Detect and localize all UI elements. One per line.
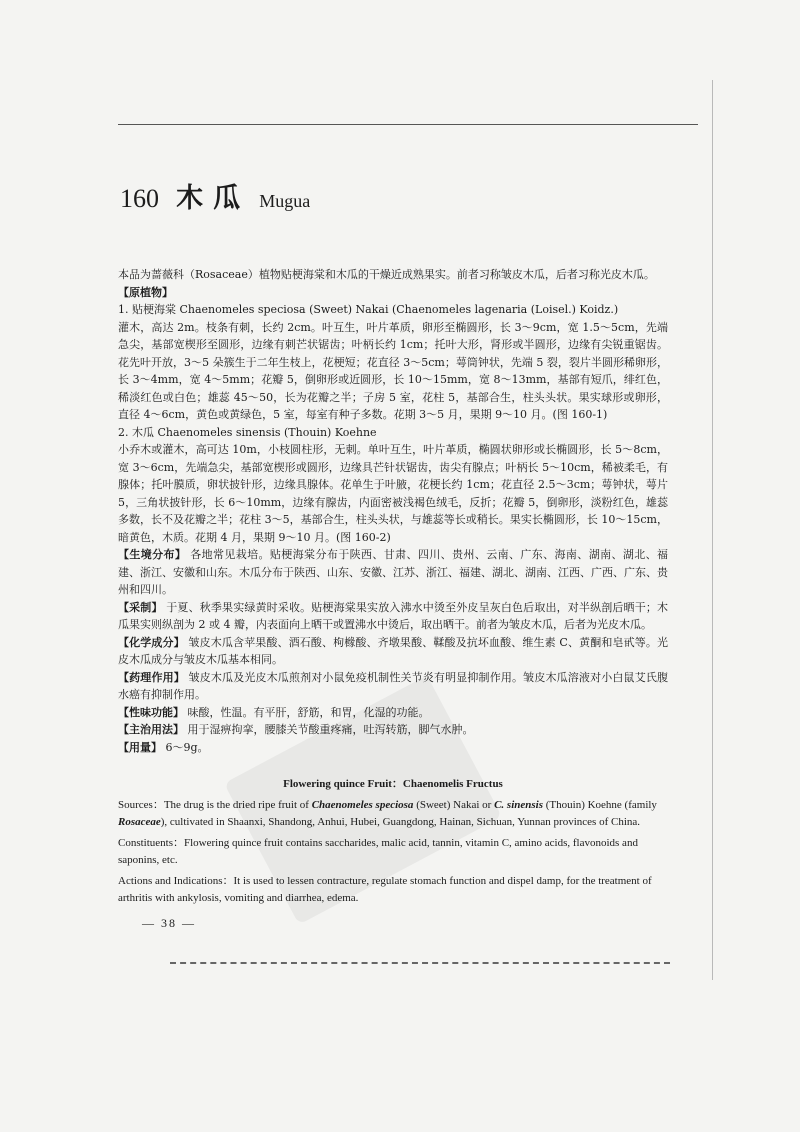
- entry-title-chinese: 木瓜: [176, 183, 251, 214]
- distribution-text: 各地常见栽培。贴梗海棠分布于陕西、甘肃、四川、贵州、云南、广东、海南、湖南、湖北、福建、浙江、安徽和山东。木瓜分布于陕西、山东、安徽、江苏、浙江、福建、湖北、湖南、江西、广西、广东、贵州和四川。: [118, 548, 669, 596]
- collection-heading: 【采制】: [118, 600, 163, 614]
- footer-rule: [170, 962, 670, 964]
- nature-text: 味酸，性温。有平肝，舒筋，和胃，化湿的功能。: [187, 705, 430, 719]
- intro-paragraph: 本品为蔷薇科（Rosaceae）植物贴梗海棠和木瓜的干燥近成熟果实。前者习称皱皮木瓜，后者习称光皮木瓜。: [118, 268, 655, 281]
- english-actions: Actions and Indications：It is used to lessen contracture, regulate stomach function and dispel damp, for the treatment of arthritis with ankylosis, vomiting and diarrhea, edema.: [118, 875, 652, 904]
- page-title: [120, 176, 310, 215]
- page-number: — 38 —: [142, 916, 196, 930]
- usage-text: 用于湿痹拘挛，腰膝关节酸重疼痛，吐泻转筋，脚气水肿。: [187, 723, 474, 736]
- family-name: Rosaceae: [118, 816, 161, 828]
- plant-heading: 【原植物】: [118, 285, 173, 299]
- page-edge-line: [712, 80, 713, 980]
- plant1-name: 1. 贴梗海棠 Chaenomeles speciosa (Sweet) Nakai (Chaenomeles lagenaria (Loisel.) Koidz.): [118, 303, 619, 316]
- species-name-1: Chaenomeles speciosa: [311, 799, 414, 811]
- plant2-description: 小乔木或灌木，高可达 10m，小枝圆柱形，无刺。单叶互生，叶片革质，椭圆状卵形或长椭圆形，长 5～8cm，宽 3～6cm，先端急尖，基部宽楔形或圆形，边缘具芒针状锯齿，齿尖有腺点；叶柄长 5～10cm，稀被柔毛，有腺体；托叶膜质，卵状披针形，边缘具腺体。花单生于叶腋，花梗长约 1cm；花直径 2.5～3cm；萼钟状，萼片 5，三角状披针形，长 6～10mm，边缘有腺齿，内面密被浅褐色绒毛，反折；花瓣 5，倒卵形，淡粉红色，雄蕊多数，长不及花瓣之半；花柱 3～5，基部合生，柱头头状，与雄蕊等长或稍长。果实长椭圆形，长 10～15cm，暗黄色，木质。花期 4 月，果期 9～10 月。(图 160-2): [118, 443, 668, 544]
- english-constituents: Constituents：Flowering quince fruit contains saccharides, malic acid, tannin, vitamin C, amino acids, flavonoids and saponins, etc.: [118, 837, 638, 866]
- usage-heading: 【主治用法】: [118, 723, 184, 736]
- collection-text: 于夏、秋季果实绿黄时采收。贴梗海棠果实放入沸水中烫至外皮呈灰白色后取出，对半纵剖后晒干；木瓜果实则纵剖为 2 或 4 瓣，内表面向上晒干或置沸水中烫后，取出晒干。前者为皱皮木瓜，后者为光皮木瓜。: [118, 600, 669, 631]
- english-title: Flowering quince Fruit：Chaenomelis Fructus: [283, 778, 503, 790]
- nature-heading: 【性味功能】: [118, 705, 184, 719]
- dosage-text: 6～9g。: [165, 740, 209, 754]
- pharmacology-text: 皱皮木瓜及光皮木瓜煎剂对小鼠免疫机制性关节炎有明显抑制作用。皱皮木瓜溶液对小白鼠艾氏腹水癌有抑制作用。: [118, 670, 669, 701]
- distribution-heading: 【生境分布】: [118, 548, 187, 561]
- plant2-name: 2. 木瓜 Chaenomeles sinensis (Thouin) Koehne: [118, 425, 377, 439]
- plant1-description: 灌木，高达 2m。枝条有刺，长约 2cm。叶互生，叶片革质，卵形至椭圆形，长 3～9cm，宽 1.5～5cm，先端急尖，基部宽楔形至圆形，边缘有刺芒状锯齿；叶柄长约 1cm；托叶大形，肾形或半圆形，边缘有尖锐重锯齿。花先叶开放，3～5 朵簇生于二年生枝上，花梗短；花直径 3～5cm；萼筒钟状，先端 5 裂，裂片半圆形稀卵形，长 3～4mm，宽 4～5mm；花瓣 5，倒卵形或近圆形，长 10～15mm，宽 8～13mm，基部有短爪，绯红色，稀淡红色或白色；雄蕊 45～50，长为花瓣之半；子房 5 室，花柱 5，基部合生，柱头头状。果实球形或卵形，直径 4～6cm，黄色或黄绿色，5 室，每室有种子多数。花期 3～5 月，果期 9～10 月。(图 160-1): [118, 320, 668, 421]
- header-rule: [118, 124, 698, 125]
- english-sources: Sources：The drug is the dried ripe fruit of Chaenomeles speciosa (Sweet) Nakai or C. sinensis (Thouin) Koehne (family Rosaceae), cultivated in Shaanxi, Shandong, Anhui, Hubei, Guangdong, Hainan, Sichuan, Yunnan provinces of China.: [118, 799, 657, 828]
- chemistry-text: 皱皮木瓜含苹果酸、酒石酸、枸橼酸、齐墩果酸、鞣酸及抗坏血酸、维生素 C、黄酮和皂甙等。光皮木瓜成分与皱皮木瓜基本相同。: [118, 635, 669, 666]
- dosage-heading: 【用量】: [118, 740, 162, 754]
- pharmacology-heading: 【药理作用】: [118, 670, 185, 684]
- entry-number: 160: [120, 184, 159, 213]
- chemistry-heading: 【化学成分】: [118, 635, 185, 649]
- english-summary: [118, 776, 668, 911]
- chinese-body: [118, 266, 668, 756]
- species-name-2: C. sinensis: [494, 799, 543, 811]
- entry-title-pinyin: Mugua: [259, 191, 311, 211]
